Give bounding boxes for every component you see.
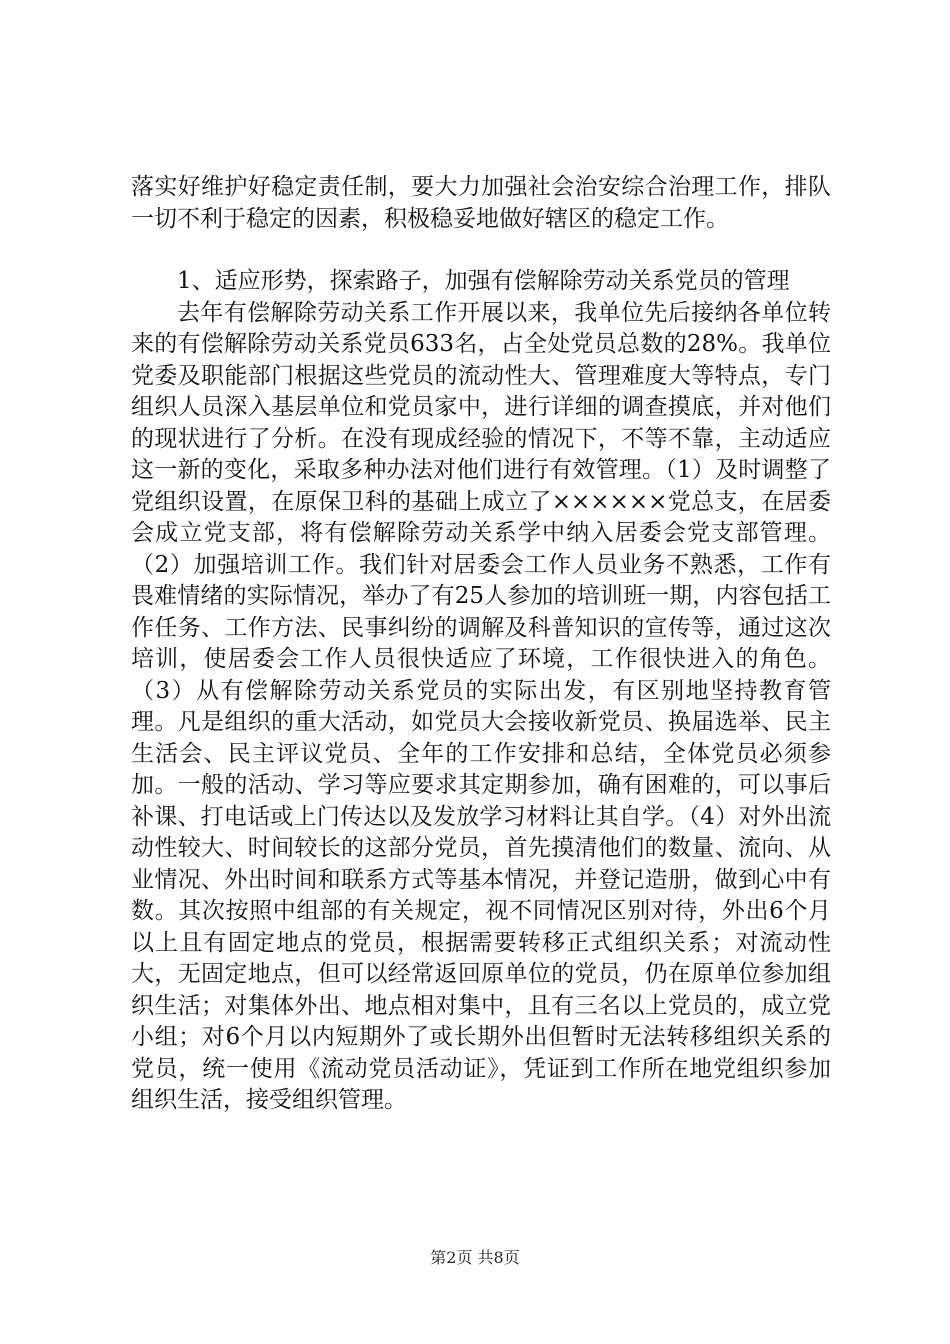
page-number-footer: 第2页 共8页 [430,1248,520,1267]
section-heading: 1、适应形势，探索路子，加强有偿解除劳动关系党员的管理 [177,268,790,294]
paragraph-body: 去年有偿解除劳动关系工作开展以来，我单位先后接纳各单位转来的有偿解除劳动关系党员633名，占全处党员总数的28%。我单位党委及职能部门根据这些党员的流动性大、管理难度大等特点，专门组织人员深入基层单位和党员家中，进行详细的调查摸底，并对他们的现状进行了分析。在没有现成经验的情况下，不等不靠，主动适应这一新的变化，采取多种办法对他们进行有效管理。（1）及时调整了党组织设置，在原保卫科的基础上成立了××××××党总支，在居委会成立党支部，将有偿解除劳动关系学中纳入居委会党支部管理。（2）加强培训工作。我们针对居委会工作人员业务不熟悉，工作有畏难情绪的实际情况，举办了有25人参加的培训班一期，内容包括工作任务、工作方法、民事纠纷的调解及科普知识的宣传等，通过这次培训，使居委会工作人员很快适应了环境，工作很快进入的角色。（3）从有偿解除劳动关系党员的实际出发，有区别地坚持教育管理。凡是组织的重大活动，如党员大会接收新党员、换届选举、民主生活会、民主评议党员、全年的工作安排和总结，全体党员必须参加。一般的活动、学习等应要求其定期参加，确有困难的，可以事后补课、打电话或上门传达以及发放学习材料让其自学。（4）对外出流动性较大、时间较长的这部分党员，首先摸清他们的数量、流向、从业情况、外出时间和联系方式等基本情况，并登记造册，做到心中有数。其次按照中组部的有关规定，视不同情况区别对待，外出6个月以上且有固定地点的党员，根据需要转移正式组织关系；对流动性大，无固定地点，但可以经常返回原单位的党员，仍在原单位参加组织生活；对集体外出、地点相对集中，且有三名以上党员的，成立党小组；对6个月以内短期外了或长期外出但暂时无法转移组织关系的党员，统一使用《流动党员活动证》，凭证到工作所在地党组织参加组织生活，接受组织管理。 [131,299,831,1113]
paragraph-continuation: 落实好维护好稳定责任制，要大力加强社会治安综合治理工作，排队一切不利于稳定的因素，积极稳妥地做好辖区的稳定工作。 [131,174,831,232]
document-body [131,172,831,1117]
